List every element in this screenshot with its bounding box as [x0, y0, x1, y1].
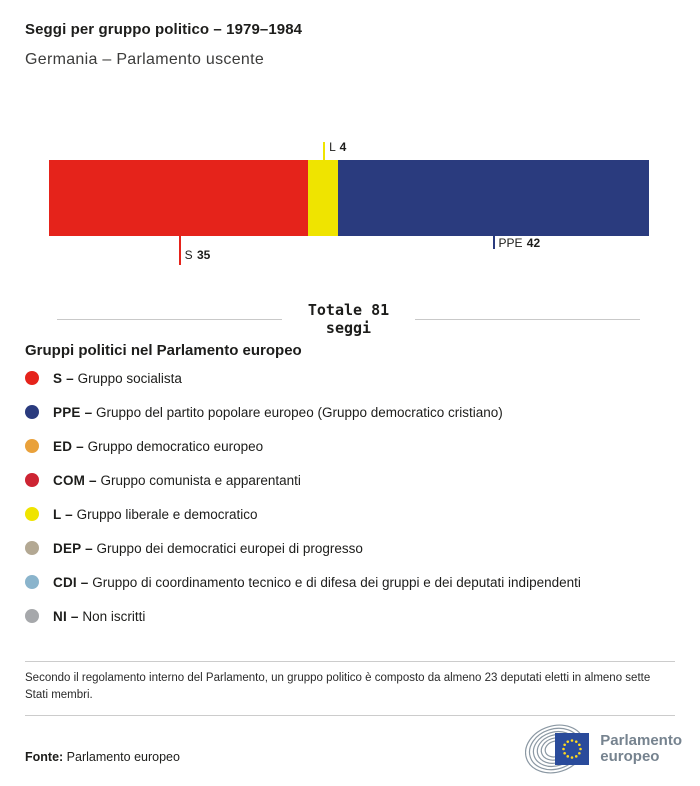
legend-item-label: S – Gruppo socialista: [53, 370, 182, 386]
tick-line-l: [323, 142, 325, 160]
source-text: [25, 750, 180, 764]
source-value: Parlamento europeo: [66, 750, 180, 764]
footer-divider-top: [25, 661, 675, 662]
legend-item-dep: [25, 531, 675, 565]
european-parliament-logo: [525, 722, 682, 776]
source-row: [25, 722, 682, 776]
legend-item-label: COM – Gruppo comunista e apparentanti: [53, 472, 301, 488]
legend-item-label: DEP – Gruppo dei democratici europei di progresso: [53, 540, 363, 556]
legend-item-ppe: [25, 395, 675, 429]
callout-label-s: [185, 248, 211, 262]
page-footer: [0, 661, 700, 776]
legend-item-label: NI – Non iscritti: [53, 608, 146, 624]
seats-bar-chart: [0, 137, 700, 277]
footer-divider-bottom: [25, 715, 675, 716]
stacked-bar: [49, 160, 649, 236]
callout-label-l: [329, 140, 346, 154]
legend-item-s: [25, 361, 675, 395]
total-divider-right: [415, 319, 640, 320]
ep-logo-wordmark: Parlamento europeo: [600, 732, 682, 765]
tick-line-s: [179, 236, 181, 265]
callout-value-ppe: 42: [526, 236, 541, 250]
total-seats-label: [282, 301, 415, 337]
callout-label-ppe: [498, 236, 540, 250]
footnote: Secondo il regolamento interno del Parlamento, un gruppo politico è composto da almeno 23 deputati eletti in almeno sette Stati membri.: [25, 672, 651, 701]
bar-segment-s: [49, 160, 308, 236]
legend-item-com: [25, 463, 675, 497]
legend-dot-ni: [25, 609, 39, 623]
callout-code-ppe: PPE: [498, 236, 523, 250]
callout-code-s: S: [184, 248, 193, 262]
legend-item-label: CDI – Gruppo di coordinamento tecnico e di difesa dei gruppi e dei deputati indipendenti: [53, 574, 581, 590]
total-seats: [57, 301, 640, 337]
callout-value-s: 35: [196, 248, 211, 262]
legend-list: [0, 361, 700, 633]
callout-ppe: [493, 236, 541, 250]
legend-dot-com: [25, 473, 39, 487]
legend-heading: Gruppi politici nel Parlamento europeo: [25, 342, 302, 359]
total-divider-left: [57, 319, 282, 320]
source-label: Fonte:: [25, 750, 64, 764]
legend-dot-dep: [25, 541, 39, 555]
legend-item-ed: [25, 429, 675, 463]
eu-flag-icon: [555, 733, 589, 765]
legend-dot-l: [25, 507, 39, 521]
legend-item-label: PPE – Gruppo del partito popolare europeo (Gruppo democratico cristiano): [53, 404, 503, 420]
legend-item-label: ED – Gruppo democratico europeo: [53, 438, 264, 454]
callout-s: [179, 236, 211, 265]
ep-logo-icon: [525, 722, 593, 776]
total-line2: seggi: [325, 319, 372, 337]
legend-item-ni: [25, 599, 675, 633]
legend-item-cdi: [25, 565, 675, 599]
page-title: Seggi per gruppo politico – 1979–1984: [25, 21, 303, 38]
page-subtitle: Germania – Parlamento uscente: [25, 51, 265, 68]
callout-code-l: L: [329, 140, 336, 154]
legend-item-label: L – Gruppo liberale e democratico: [53, 506, 258, 522]
chart-header: [0, 0, 700, 69]
legend-dot-ed: [25, 439, 39, 453]
bar-segment-ppe: [338, 160, 649, 236]
legend-dot-cdi: [25, 575, 39, 589]
total-line1: Totale 81: [307, 301, 390, 319]
legend-item-l: [25, 497, 675, 531]
bar-segment-l: [308, 160, 338, 236]
tick-line-ppe: [493, 236, 495, 249]
legend-dot-s: [25, 371, 39, 385]
callout-l: [323, 140, 347, 160]
legend-dot-ppe: [25, 405, 39, 419]
callout-value-l: 4: [339, 140, 347, 154]
